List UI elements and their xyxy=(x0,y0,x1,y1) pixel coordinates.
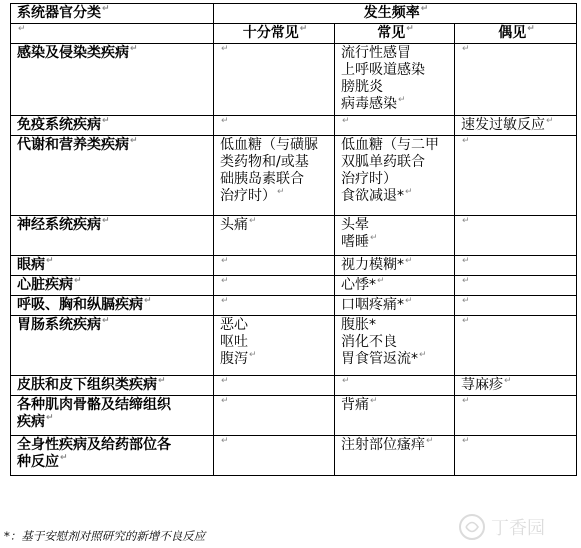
common-header: 常见↵ xyxy=(335,24,455,44)
return-mark: ↵ xyxy=(46,256,54,266)
system-organ-class-cell xyxy=(11,396,214,436)
very-common-cell xyxy=(214,216,335,256)
table-row xyxy=(11,256,577,276)
return-mark: ↵ xyxy=(504,376,512,386)
return-mark: ↵ xyxy=(18,24,26,34)
very-common-header: 十分常见↵ xyxy=(214,24,335,44)
system-organ-class-cell xyxy=(11,256,214,276)
return-mark: ↵ xyxy=(221,276,229,286)
system-organ-class-label: 呼吸、胸和纵膈疾病↵ xyxy=(17,296,152,313)
return-mark: ↵ xyxy=(277,187,285,197)
category-header: 系统器官分类↵ xyxy=(11,4,214,24)
common-cell xyxy=(335,44,455,116)
return-mark: ↵ xyxy=(420,4,429,14)
common-cell xyxy=(335,256,455,276)
return-mark: ↵ xyxy=(546,116,554,126)
occasional-cell xyxy=(455,316,577,376)
system-organ-class-cell xyxy=(11,44,214,116)
very-common-cell xyxy=(214,376,335,396)
very-common-cell xyxy=(214,296,335,316)
table-row xyxy=(11,396,577,436)
reaction-term: 背痛↵ xyxy=(341,396,378,413)
return-mark: ↵ xyxy=(221,296,229,306)
table-row xyxy=(11,276,577,296)
return-mark: ↵ xyxy=(46,413,54,423)
very-common-cell xyxy=(214,256,335,276)
return-mark: ↵ xyxy=(370,233,378,243)
footnote: *：基于安慰剂对照研究的新增不良反应 xyxy=(4,529,206,543)
return-mark: ↵ xyxy=(221,256,229,266)
occasional-cell xyxy=(455,296,577,316)
system-organ-class-label: 全身性疾病及给药部位各 xyxy=(17,437,171,453)
reaction-term: 视力模糊*↵ xyxy=(341,256,413,273)
return-mark: ↵ xyxy=(462,276,470,286)
common-cell xyxy=(335,136,455,216)
return-mark: ↵ xyxy=(74,276,82,286)
reaction-term: 腹泻↵ xyxy=(220,350,257,367)
system-organ-class-label: 代谢和营养类疾病↵ xyxy=(17,136,138,153)
occasional-cell xyxy=(455,256,577,276)
very-common-cell xyxy=(214,136,335,216)
empty-header-cell xyxy=(11,24,214,44)
common-cell xyxy=(335,396,455,436)
table-row xyxy=(11,216,577,256)
return-mark: ↵ xyxy=(462,256,470,266)
return-mark: ↵ xyxy=(398,95,406,105)
very-common-cell xyxy=(214,436,335,476)
occasional-cell xyxy=(455,136,577,216)
occasional-cell xyxy=(455,376,577,396)
reaction-term: 双胍单药联合 xyxy=(341,154,425,170)
header-row-1 xyxy=(11,4,577,24)
common-cell xyxy=(335,316,455,376)
return-mark: ↵ xyxy=(144,296,152,306)
reaction-term: 治疗时）↵ xyxy=(220,187,285,204)
system-organ-class-label: 免疫系统疾病↵ xyxy=(17,116,110,133)
reaction-term: 上呼吸道感染 xyxy=(341,62,425,78)
table-body xyxy=(11,44,577,476)
reaction-term: 低血糖（与磺脲 xyxy=(220,137,318,153)
return-mark: ↵ xyxy=(462,296,470,306)
header-row-2 xyxy=(11,24,577,44)
return-mark: ↵ xyxy=(221,436,229,446)
system-organ-class-cell xyxy=(11,116,214,136)
return-mark: ↵ xyxy=(158,376,166,386)
system-organ-class-cell xyxy=(11,276,214,296)
return-mark: ↵ xyxy=(130,44,138,54)
return-mark: ↵ xyxy=(405,296,413,306)
return-mark: ↵ xyxy=(221,44,229,54)
system-organ-class-cell xyxy=(11,436,214,476)
return-mark: ↵ xyxy=(419,350,427,360)
common-cell xyxy=(335,116,455,136)
return-mark: ↵ xyxy=(102,116,110,126)
return-mark: ↵ xyxy=(221,396,229,406)
reaction-term: 病毒感染↵ xyxy=(341,95,406,112)
frequency-header: 发生频率↵ xyxy=(214,4,577,24)
common-cell xyxy=(335,436,455,476)
system-organ-class-label: 胃肠系统疾病↵ xyxy=(17,316,110,333)
common-cell xyxy=(335,376,455,396)
return-mark: ↵ xyxy=(462,216,470,226)
occasional-cell xyxy=(455,276,577,296)
common-cell xyxy=(335,276,455,296)
return-mark: ↵ xyxy=(342,376,350,386)
reaction-term: 础胰岛素联合 xyxy=(220,171,304,187)
return-mark: ↵ xyxy=(527,24,535,34)
return-mark: ↵ xyxy=(377,276,385,286)
system-organ-class-cell xyxy=(11,296,214,316)
system-organ-class-label: 种反应↵ xyxy=(17,453,68,470)
return-mark: ↵ xyxy=(426,436,434,446)
return-mark: ↵ xyxy=(60,453,68,463)
system-organ-class-label: 疾病↵ xyxy=(17,413,54,430)
occasional-cell xyxy=(455,396,577,436)
occasional-cell xyxy=(455,116,577,136)
reaction-term: 注射部位瘙痒↵ xyxy=(341,436,434,453)
very-common-cell xyxy=(214,316,335,376)
table-row xyxy=(11,136,577,216)
reaction-term: 胃食管返流*↵ xyxy=(341,350,427,367)
system-organ-class-label: 神经系统疾病↵ xyxy=(17,216,110,233)
return-mark: ↵ xyxy=(130,136,138,146)
reaction-term: 速发过敏反应↵ xyxy=(461,116,554,133)
system-organ-class-label: 心脏疾病↵ xyxy=(17,276,82,293)
very-common-cell xyxy=(214,396,335,436)
return-mark: ↵ xyxy=(462,396,470,406)
return-mark: ↵ xyxy=(299,24,308,34)
reaction-term: 口咽疼痛*↵ xyxy=(341,296,413,313)
occasional-cell xyxy=(455,44,577,116)
return-mark: ↵ xyxy=(370,396,378,406)
system-organ-class-cell xyxy=(11,316,214,376)
table-row xyxy=(11,376,577,396)
return-mark: ↵ xyxy=(102,216,110,226)
adverse-reactions-table xyxy=(10,3,577,476)
return-mark: ↵ xyxy=(221,376,229,386)
common-cell xyxy=(335,216,455,256)
reaction-term: 头晕 xyxy=(341,217,369,233)
reaction-term: 嗜睡↵ xyxy=(341,233,378,250)
reaction-term: 低血糖（与二甲 xyxy=(341,137,439,153)
watermark-logo xyxy=(457,510,575,544)
return-mark: ↵ xyxy=(249,350,257,360)
system-organ-class-cell xyxy=(11,136,214,216)
return-mark: ↵ xyxy=(405,187,413,197)
return-mark: ↵ xyxy=(462,136,470,146)
reaction-term: 食欲减退*↵ xyxy=(341,187,413,204)
occasional-header: 偶见↵ xyxy=(455,24,577,44)
return-mark: ↵ xyxy=(102,316,110,326)
reaction-term: 心悸*↵ xyxy=(341,276,385,293)
system-organ-class-label: 感染及侵染类疾病↵ xyxy=(17,44,138,61)
system-organ-class-cell xyxy=(11,216,214,256)
reaction-term: 治疗时） xyxy=(341,171,397,187)
system-organ-class-label: 皮肤和皮下组织类疾病↵ xyxy=(17,376,166,393)
reaction-term: 呕吐 xyxy=(220,334,248,350)
table-row xyxy=(11,116,577,136)
return-mark: ↵ xyxy=(462,316,470,326)
very-common-cell xyxy=(214,116,335,136)
reaction-term: 流行性感冒 xyxy=(341,45,411,61)
table-row xyxy=(11,436,577,476)
reaction-term: 荨麻疹↵ xyxy=(461,376,512,393)
occasional-cell xyxy=(455,216,577,256)
table-row xyxy=(11,316,577,376)
system-organ-class-cell xyxy=(11,376,214,396)
table-row xyxy=(11,44,577,116)
return-mark: ↵ xyxy=(102,4,110,14)
return-mark: ↵ xyxy=(462,44,470,54)
occasional-cell xyxy=(455,436,577,476)
svg-text:丁香园: 丁香园 xyxy=(491,518,545,539)
reaction-term: 恶心 xyxy=(220,317,248,333)
return-mark: ↵ xyxy=(342,116,350,126)
return-mark: ↵ xyxy=(462,436,470,446)
reaction-term: 头痛↵ xyxy=(220,216,257,233)
return-mark: ↵ xyxy=(405,256,413,266)
reaction-term: 消化不良 xyxy=(341,334,397,350)
reaction-term: 膀胱炎 xyxy=(341,79,383,95)
common-cell xyxy=(335,296,455,316)
very-common-cell xyxy=(214,276,335,296)
system-organ-class-label: 各种肌肉骨骼及结缔组织 xyxy=(17,397,171,413)
reaction-term: 类药物和/或基 xyxy=(220,154,309,170)
very-common-cell xyxy=(214,44,335,116)
reaction-term: 腹胀* xyxy=(341,317,376,333)
return-mark: ↵ xyxy=(249,216,257,226)
table-row xyxy=(11,296,577,316)
return-mark: ↵ xyxy=(406,24,414,34)
system-organ-class-label: 眼病↵ xyxy=(17,256,54,273)
return-mark: ↵ xyxy=(221,116,229,126)
